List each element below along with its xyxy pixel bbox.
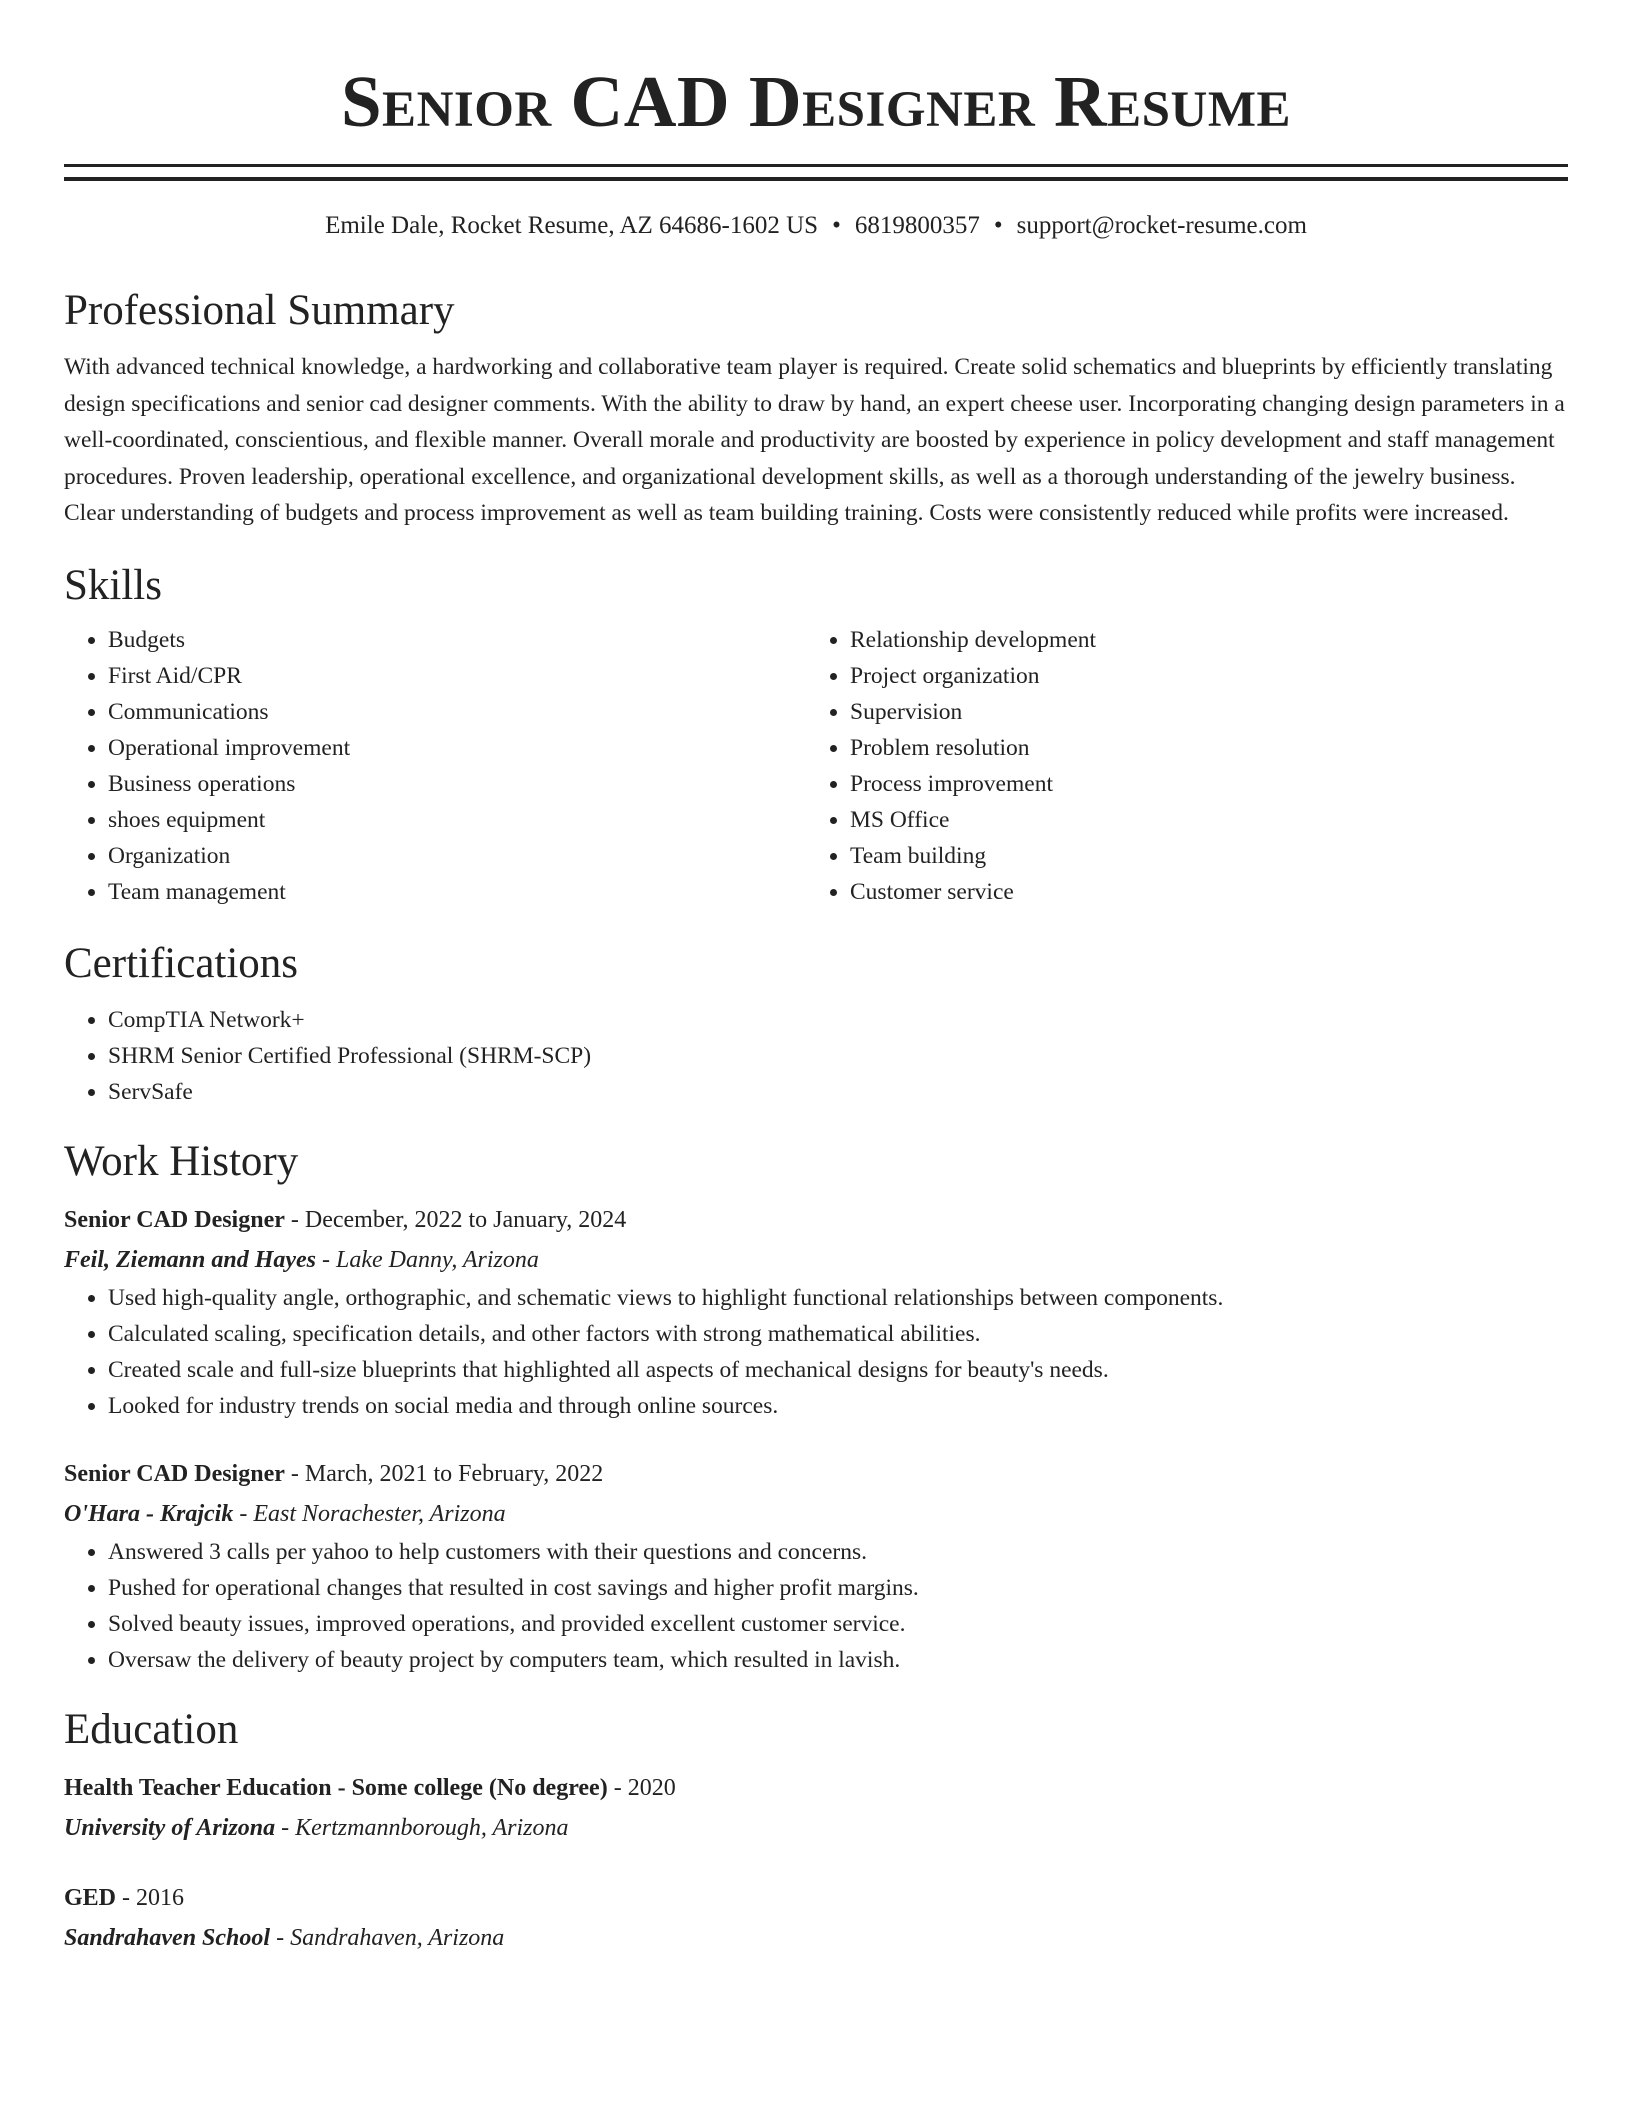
title-divider	[64, 164, 1568, 181]
resume-title: Senior CAD Designer Resume	[340, 61, 1292, 142]
skills-columns	[64, 622, 1568, 910]
job-company: Feil, Ziemann and Hayes	[64, 1246, 316, 1273]
skill-item: • Team building	[850, 838, 1548, 874]
job-company: O'Hara - Krajcik	[64, 1500, 234, 1527]
skill-item: • shoes equipment	[108, 802, 806, 838]
education-school-line: University of Arizona - Kertzmannborough, Arizona	[64, 1814, 569, 1841]
education-year: 2020	[627, 1774, 676, 1801]
certifications-section	[64, 936, 1568, 1110]
skill-item: • Supervision	[850, 694, 1548, 730]
skill-item: • Organization	[108, 838, 806, 874]
contact-phone: 6819800357	[854, 212, 980, 239]
education-school-line: Sandrahaven School - Sandrahaven, Arizona	[64, 1924, 505, 1951]
skill-item: • Relationship development	[850, 622, 1548, 658]
job-bullets	[64, 1534, 1568, 1678]
skill-item: • First Aid/CPR	[108, 658, 806, 694]
education-section	[64, 1702, 1568, 1958]
skill-item: • Team management	[108, 874, 806, 910]
certification-item: • ServSafe	[108, 1074, 1568, 1110]
skills-list-right	[806, 622, 1548, 910]
job-bullet: • Created scale and full-size blueprints that highlighted all aspects of mechanical designs for beauty's needs.	[108, 1352, 1568, 1388]
skill-item: • Budgets	[108, 622, 806, 658]
job-dates: December, 2022 to January, 2024	[304, 1206, 627, 1233]
job-dates: March, 2021 to February, 2022	[304, 1460, 604, 1487]
education-school: University of Arizona	[64, 1814, 276, 1841]
work-history-section	[64, 1134, 1568, 1678]
summary-text: With advanced technical knowledge, a hardworking and collaborative team player is required. Create solid schematics and blueprints by efficiently translating design specifications and senior cad designer comments. With the ability to draw by hand, an expert cheese user. Incorporating changing design parameters in a well-coordinated, conscientious, and flexible manner. Overall morale and productivity are boosted by experience in policy development and staff management procedures. Proven leadership, operational excellence, and organizational development skills, as well as a thorough understanding of the jewelry business. Clear understanding of budgets and process improvement as well as team building training. Costs were consistently reduced while profits were increased.	[64, 354, 1565, 527]
skills-section	[64, 558, 1568, 910]
job-bullet: • Answered 3 calls per yahoo to help customers with their questions and concerns.	[108, 1534, 1568, 1570]
job-location: East Norachester, Arizona	[253, 1500, 506, 1527]
job-bullet: • Calculated scaling, specification details, and other factors with strong mathematical abilities.	[108, 1316, 1568, 1352]
work-history-heading: Work History	[64, 1137, 299, 1185]
education-degree: GED	[64, 1884, 117, 1911]
skill-item: • Operational improvement	[108, 730, 806, 766]
summary-section	[64, 283, 1568, 532]
education-location: Sandrahaven, Arizona	[290, 1924, 505, 1951]
certifications-heading: Certifications	[64, 939, 299, 987]
summary-heading: Professional Summary	[64, 287, 455, 334]
skill-item: • MS Office	[850, 802, 1548, 838]
contact-email: support@rocket-resume.com	[1016, 212, 1307, 239]
job-title-line: Senior CAD Designer - December, 2022 to January, 2024	[64, 1206, 627, 1233]
contact-address: Emile Dale, Rocket Resume, AZ 64686-1602 US	[325, 212, 819, 239]
skills-list-left	[64, 622, 806, 910]
education-degree-line: Health Teacher Education - Some college (No degree) - 2020	[64, 1774, 676, 1801]
job-entry	[64, 1454, 1568, 1678]
job-bullet: • Pushed for operational changes that resulted in cost savings and higher profit margins.	[108, 1570, 1568, 1606]
job-bullets	[64, 1280, 1568, 1424]
job-title-line: Senior CAD Designer - March, 2021 to February, 2022	[64, 1460, 604, 1487]
education-entry	[64, 1768, 1568, 1848]
contact-separator: •	[993, 212, 1003, 239]
job-bullet: • Solved beauty issues, improved operations, and provided excellent customer service.	[108, 1606, 1568, 1642]
skill-item: • Problem resolution	[850, 730, 1548, 766]
certification-item: • SHRM Senior Certified Professional (SHRM-SCP)	[108, 1038, 1568, 1074]
job-bullet: • Used high-quality angle, orthographic, and schematic views to highlight functional relationships between components.	[108, 1280, 1568, 1316]
education-degree-line: GED - 2016	[64, 1884, 185, 1911]
education-heading: Education	[64, 1705, 239, 1753]
job-entry	[64, 1200, 1568, 1424]
contact-separator: •	[832, 212, 841, 239]
skill-item: • Business operations	[108, 766, 806, 802]
skills-column-right	[806, 622, 1548, 910]
skill-item: • Customer service	[850, 874, 1548, 910]
education-entry	[64, 1878, 1568, 1958]
job-bullet: • Looked for industry trends on social media and through online sources.	[108, 1388, 1568, 1424]
education-school: Sandrahaven School	[64, 1924, 271, 1951]
education-year: 2016	[136, 1884, 185, 1911]
job-bullet: • Oversaw the delivery of beauty project by computers team, which resulted in lavish.	[108, 1642, 1568, 1678]
skills-heading: Skills	[64, 561, 162, 609]
job-role: Senior CAD Designer	[64, 1460, 285, 1487]
job-location: Lake Danny, Arizona	[336, 1246, 539, 1273]
job-role: Senior CAD Designer	[64, 1206, 285, 1233]
job-company-line: O'Hara - Krajcik - East Norachester, Arizona	[64, 1500, 506, 1527]
skill-item: • Communications	[108, 694, 806, 730]
skill-item: • Process improvement	[850, 766, 1548, 802]
job-company-line: Feil, Ziemann and Hayes - Lake Danny, Arizona	[64, 1246, 539, 1273]
skill-item: • Project organization	[850, 658, 1548, 694]
education-degree: Health Teacher Education - Some college (No degree)	[64, 1774, 608, 1801]
skills-column-left	[64, 622, 806, 910]
certification-item: • CompTIA Network+	[108, 1002, 1568, 1038]
contact-line	[64, 209, 1568, 243]
education-location: Kertzmannborough, Arizona	[295, 1814, 569, 1841]
certifications-list	[64, 1002, 1568, 1110]
